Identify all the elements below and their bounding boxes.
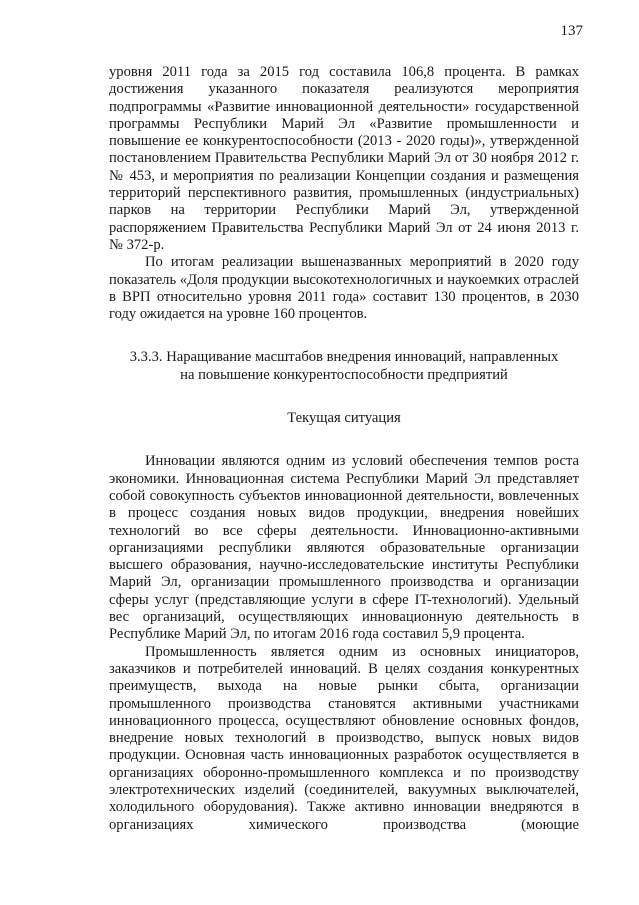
paragraph-industry: Промышленность является одним из основных инициаторов, заказчиков и потребителей инноваций. В целях создания конкурентных преимуществ, выхода на новые рынки сбыта, организации промышленного производства становятся активными участниками инновационного процесса, осуществляют обновление основных фондов, внедрение новых технологий в производство, выпуск новых видов продукции. Основная часть инновационных разработок осуществляется в организациях оборонно-промышленного комплекса и по производству электротехнических изделий (соединителей, вакуумных выключателей, холодильного оборудования). Также активно инновации внедряются в организациях химического производства (моющие bbox=[109, 643, 579, 833]
paragraph-continuation: уровня 2011 года за 2015 год составила 106,8 процента. В рамках достижения указанного показателя реализуются мероприятия подпрограммы «Развитие инновационной деятельности» государственной программы Республики Марий Эл «Развитие промышленности и повышение ее конкурентоспособности (2013 - 2020 годы)», утвержденной постановлением Правительства Республики Марий Эл от 30 ноября 2012 г. № 453, и мероприятия по реализации Концепции создания и размещения территорий перспективного развития, промышленных (индустриальных) парков на территории Республики Марий Эл, утвержденной распоряжением Правительства Республики Марий Эл от 24 июня 2013 г. № 372-р. bbox=[109, 64, 579, 253]
page-number: 137 bbox=[560, 23, 583, 39]
paragraph-results: По итогам реализации вышеназванных мероприятий в 2020 году показатель «Доля продукции высокотехнологичных и наукоемких отраслей в ВРП относительно уровня 2011 года» составит 130 процентов, в 2030 году ожидается на уровне 160 процентов. bbox=[109, 254, 579, 323]
page-content bbox=[109, 64, 579, 834]
subheading-current-situation: Текущая ситуация bbox=[287, 410, 401, 427]
section-heading bbox=[109, 349, 579, 384]
section-heading-line-1: 3.3.3. Наращивание масштабов внедрения инноваций, направленных bbox=[129, 349, 559, 366]
section-heading-line-2: на повышение конкурентоспособности предприятий bbox=[180, 366, 508, 383]
paragraph-innovations: Инновации являются одним из условий обеспечения темпов роста экономики. Инновационная система Республики Марий Эл представляет собой совокупность субъектов инновационной деятельности, вовлеченных в процесс создания новых видов продукции, внедрения новейших технологий во все сферы деятельности. Инновационно-активными организациями республики являются образовательные организации высшего образования, научно-исследовательские институты Республики Марий Эл, организации промышленного производства и организации сферы услуг (представляющие услуги в сфере IT-технологий). Удельный вес организаций, осуществляющих инновационную деятельность в Республике Марий Эл, по итогам 2016 года составил 5,9 процента. bbox=[109, 453, 579, 643]
